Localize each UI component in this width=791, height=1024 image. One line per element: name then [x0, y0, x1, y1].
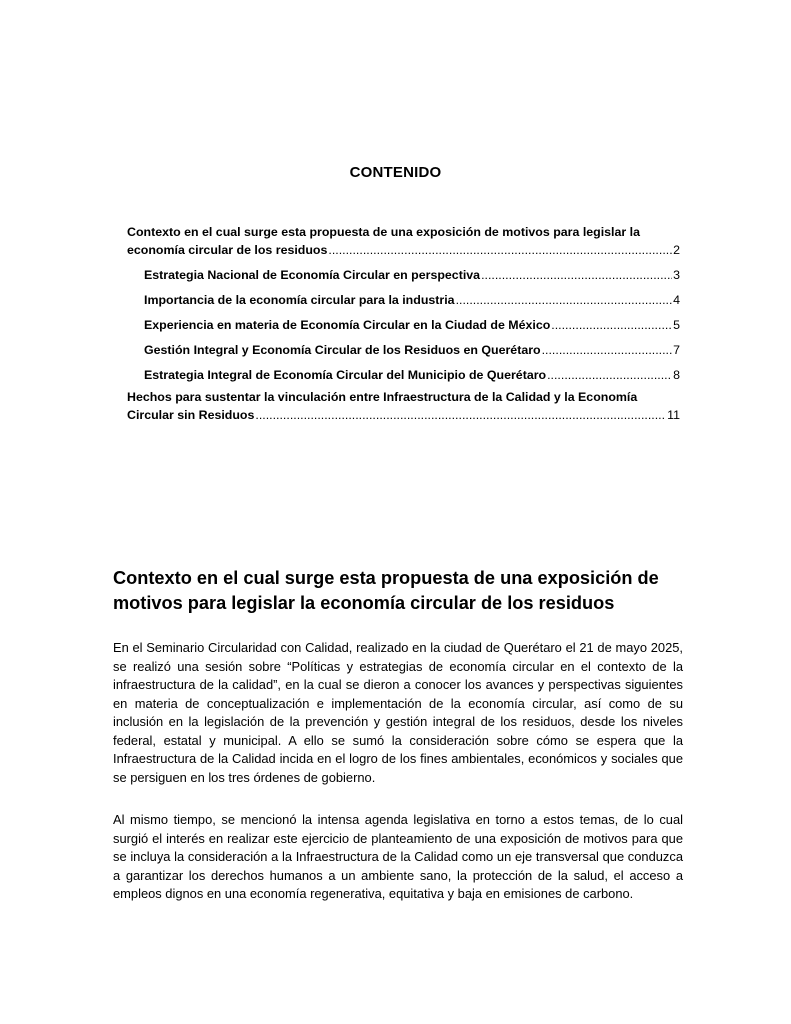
- toc-leader-dots: [255, 406, 666, 424]
- body-paragraph: En el Seminario Circularidad con Calidad, realizado en la ciudad de Querétaro el 21 de mayo 2025, se realizó una sesión sobre “Políticas y estrategias de economía circular en el contexto de la infraestructura de la calidad”, en la cual se dieron a conocer los avances y perspectivas siguientes en materia de conceptualización e implementación de la economía circular, así como de su inclusión en la legislación de la prevención y gestión integral de los residuos, desde los niveles federal, estatal y municipal. A ello se sumó la consideración sobre cómo se espera que la Infraestructura de la Calidad incida en el logro de los fines ambientales, económicos y sociales que se persiguen en los tres órdenes de gobierno.: [113, 640, 683, 785]
- toc-entry-gestion-queretaro[interactable]: [144, 341, 680, 359]
- toc-entry-line: Hechos para sustentar la vinculación entre Infraestructura de la Calidad y la Economía: [127, 390, 638, 404]
- section-title: Contexto en el cual surge esta propuesta de una exposición de motivos para legislar la economía circular de los residuos: [113, 568, 659, 613]
- toc-leader-dots: [328, 241, 672, 259]
- toc-entry-line: economía circular de los residuos: [127, 243, 328, 257]
- toc-entry-title: Importancia de la economía circular para la industria: [144, 293, 455, 307]
- toc-entry-contexto[interactable]: [127, 223, 680, 259]
- toc-page-number: 3: [673, 268, 680, 282]
- toc-entry-estrategia-municipio[interactable]: [144, 366, 680, 384]
- toc-leader-dots: [551, 316, 672, 334]
- toc-heading: CONTENIDO: [349, 164, 442, 181]
- toc-entry-estrategia-nacional[interactable]: [144, 266, 680, 284]
- toc-page-number: 11: [667, 408, 680, 422]
- table-of-contents: [127, 223, 680, 424]
- toc-leader-dots: [547, 366, 672, 384]
- toc-page-number: 7: [673, 343, 680, 357]
- toc-page-number: 2: [673, 243, 680, 257]
- toc-entry-importancia[interactable]: [144, 291, 680, 309]
- toc-entry-title: Estrategia Nacional de Economía Circular en perspectiva: [144, 268, 481, 282]
- toc-page-number: 5: [673, 318, 680, 332]
- body-paragraph: Al mismo tiempo, se mencionó la intensa agenda legislativa en torno a estos temas, de lo cual surgió el interés en realizar este ejercicio de planteamiento de una exposición de motivos para que se incluya la consideración a la Infraestructura de la Calidad como un eje transversal que conduzca a garantizar los derechos humanos a un ambiente sano, la protección de la salud, el acceso a empleos dignos en una economía regenerativa, equitativa y baja en emisiones de carbono.: [113, 812, 683, 901]
- toc-entry-title: Gestión Integral y Economía Circular de los Residuos en Querétaro: [144, 343, 541, 357]
- toc-entry-experiencia-cdmx[interactable]: [144, 316, 680, 334]
- toc-leader-dots: [542, 341, 672, 359]
- toc-entry-line: Contexto en el cual surge esta propuesta de una exposición de motivos para legislar la: [127, 225, 640, 239]
- toc-entry-hechos[interactable]: [127, 388, 680, 424]
- toc-leader-dots: [481, 266, 672, 284]
- toc-entry-title: Estrategia Integral de Economía Circular del Municipio de Querétaro: [144, 368, 547, 382]
- toc-page-number: 8: [673, 368, 680, 382]
- toc-leader-dots: [456, 291, 673, 309]
- toc-page-number: 4: [673, 293, 680, 307]
- toc-entry-line: Circular sin Residuos: [127, 408, 255, 422]
- toc-entry-title: Experiencia en materia de Economía Circular en la Ciudad de México: [144, 318, 551, 332]
